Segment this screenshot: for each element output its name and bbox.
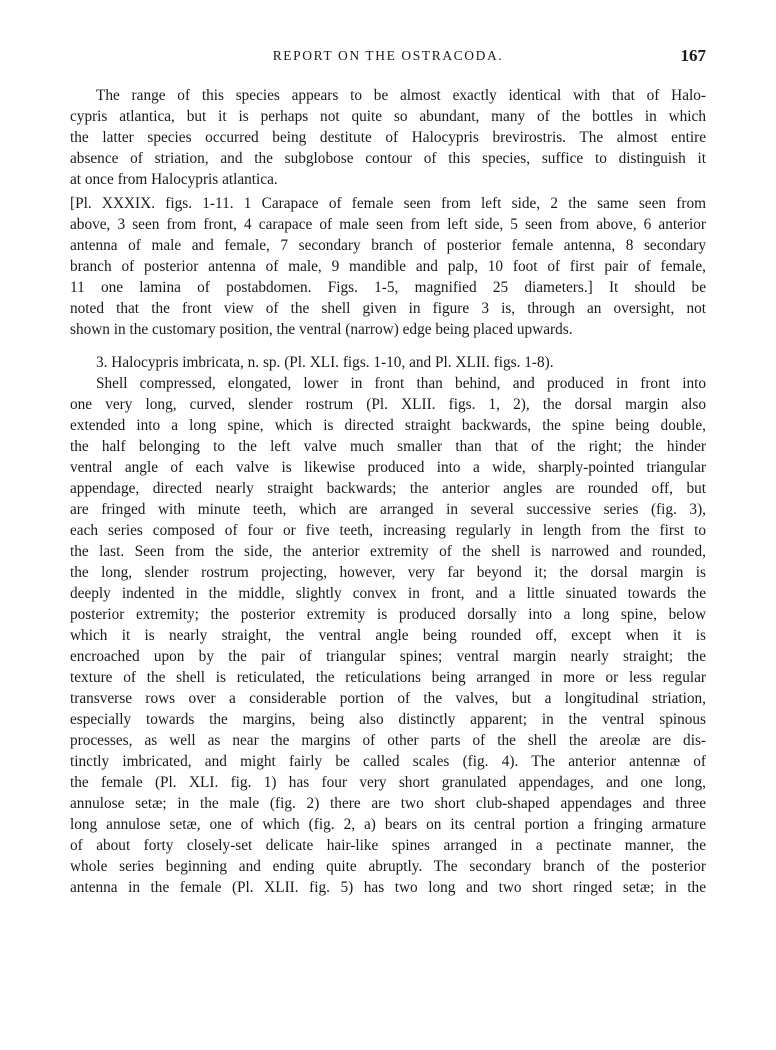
text-line: extended into a long spine, which is directed straight backwards, the spine being double, <box>70 417 706 434</box>
text-line: are fringed with minute teeth, which are arranged in several successive series (fig. 3), <box>70 501 706 518</box>
species-section <box>70 352 706 898</box>
text-line: one very long, curved, slender rostrum (Pl. XLII. figs. 1, 2), the dorsal margin also <box>70 396 706 413</box>
text-line: the last. Seen from the side, the anterior extremity of the shell is narrowed and rounded, <box>70 543 706 560</box>
text-line: antenna in the female (Pl. XLII. fig. 5) has two long and two short ringed setæ; in the <box>70 879 706 896</box>
plate-caption-paragraph <box>70 193 706 340</box>
text-line: posterior extremity; the posterior extremity is produced dorsally into a long spine, below <box>70 606 706 623</box>
text-line: transverse rows over a considerable portion of the valves, but a longitudinal striation, <box>70 690 706 707</box>
text-line: the latter species occurred being destitute of Halocypris brevirostris. The almost entire <box>70 129 706 146</box>
text-line: above, 3 seen from front, 4 carapace of male seen from left side, 5 seen from above, 6 anterior <box>70 216 706 233</box>
text-line: noted that the front view of the shell given in figure 3 is, through an oversight, not <box>70 300 706 317</box>
text-line: [Pl. XXXIX. figs. 1-11. 1 Carapace of female seen from left side, 2 the same seen from <box>70 195 706 212</box>
text-line: at once from Halocypris atlantica. <box>70 171 278 188</box>
text-line: each series composed of four or five teeth, increasing regularly in length from the first to <box>70 522 706 539</box>
text-line: appendage, directed nearly straight backwards; the anterior angles are rounded off, but <box>70 480 706 497</box>
species-heading: 3. Halocypris imbricata, n. sp. (Pl. XLI. figs. 1-10, and Pl. XLII. figs. 1-8). <box>96 354 554 371</box>
text-line: of about forty closely-set delicate hair-like spines arranged in a pectinate manner, the <box>70 837 706 854</box>
text-line: branch of posterior antenna of male, 9 mandible and palp, 10 foot of first pair of female, <box>70 258 706 275</box>
page-number: 167 <box>680 46 706 65</box>
text-line: 11 one lamina of postabdomen. Figs. 1-5, magnified 25 diameters.] It should be <box>70 279 706 296</box>
text-line: especially towards the margins, being also distinctly apparent; in the ventral spinous <box>70 711 706 728</box>
text-line: texture of the shell is reticulated, the reticulations being arranged in more or less regular <box>70 669 706 686</box>
text-line: Shell compressed, elongated, lower in front than behind, and produced in front into <box>96 375 706 392</box>
text-line: encroached upon by the pair of triangular spines; ventral margin nearly straight; the <box>70 648 706 665</box>
text-line: annulose setæ; in the male (fig. 2) there are two short club-shaped appendages and three <box>70 795 706 812</box>
text-line: processes, as well as near the margins of other parts of the shell the areolæ are dis- <box>70 732 706 749</box>
running-head <box>0 48 776 72</box>
text-line: absence of striation, and the subglobose contour of this species, suffice to distinguish it <box>70 150 706 167</box>
text-line: antenna of male and female, 7 secondary branch of posterior female antenna, 8 secondary <box>70 237 706 254</box>
text-line: the long, slender rostrum projecting, however, very far beyond it; the dorsal margin is <box>70 564 706 581</box>
text-line: the female (Pl. XLI. fig. 1) has four very short granulated appendages, and one long, <box>70 774 706 791</box>
text-line: cypris atlantica, but it is perhaps not quite so abundant, many of the bottles in which <box>70 108 706 125</box>
text-line: tinctly imbricated, and might fairly be called scales (fig. 4). The anterior antennæ of <box>70 753 706 770</box>
body-text <box>70 85 706 898</box>
text-line: ventral angle of each valve is likewise produced into a wide, sharply-pointed triangular <box>70 459 706 476</box>
text-line: long annulose setæ, one of which (fig. 2, a) bears on its central portion a fringing armature <box>70 816 706 833</box>
text-line: The range of this species appears to be almost exactly identical with that of Halo- <box>96 87 706 104</box>
text-line: whole series beginning and ending quite abruptly. The secondary branch of the posterior <box>70 858 706 875</box>
text-line: the half belonging to the left valve much smaller than that of the right; the hinder <box>70 438 706 455</box>
text-line: which it is nearly straight, the ventral angle being rounded off, except when it is <box>70 627 706 644</box>
text-line: deeply indented in the middle, slightly convex in front, and a little sinuated towards the <box>70 585 706 602</box>
running-head-title: REPORT ON THE OSTRACODA. <box>272 48 504 63</box>
paragraph <box>70 85 706 190</box>
text-line: shown in the customary position, the ventral (narrow) edge being placed upwards. <box>70 321 573 338</box>
